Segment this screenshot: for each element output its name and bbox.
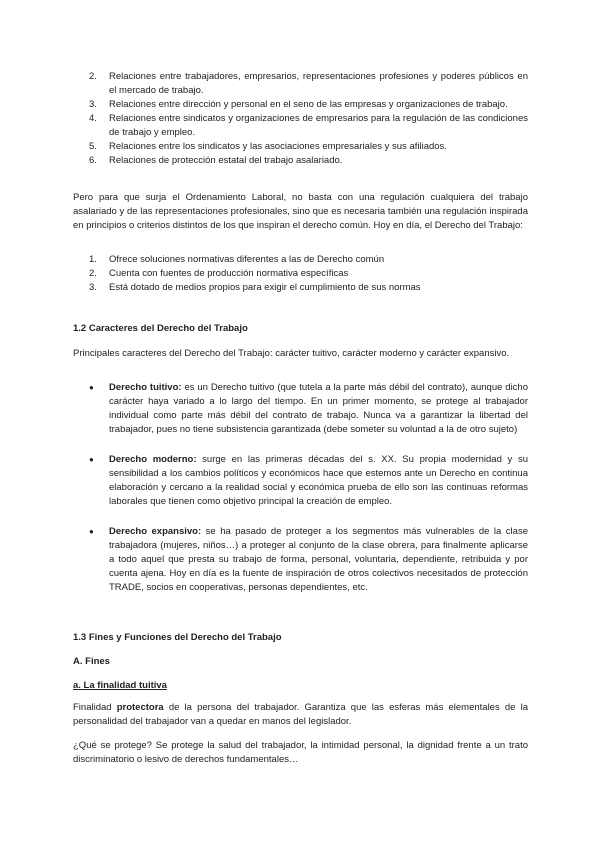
features-list [73,253,528,295]
term: Derecho tuitivo: [109,382,182,393]
relations-list [73,70,528,168]
section-heading-1-3: 1.3 Fines y Funciones del Derecho del Trabajo [73,632,282,643]
bullet-icon: ● [89,383,94,392]
finalidad-paragraph: Finalidad protectora de la persona del trabajador. Garantiza que las esferas más elementales de la personalidad del trabajador van a quedar en manos del legislador. [73,702,528,727]
list-item: 6. Relaciones de protección estatal del trabajo asalariado. [89,155,343,166]
subheading-fines: A. Fines [73,656,110,667]
list-item: 2. Cuenta con fuentes de producción normativa específicas [89,268,349,279]
bullet-icon: ● [89,527,94,536]
characteristics-list [73,381,528,595]
section-heading-1-2: 1.2 Caracteres del Derecho del Trabajo [73,323,248,334]
list-item: 1. Ofrece soluciones normativas diferentes a las de Derecho común [89,254,385,265]
list-item: 3. Está dotado de medios propios para exigir el cumplimiento de sus normas [89,282,421,293]
list-item: ● Derecho expansivo: se ha pasado de proteger a los segmentos más vulnerables de la clase trabajadora (mujeres, niños…) a proteger al conjunto de la clase obrera, para finalmente aplicarse a todo aquel que presta su trabajo de forma, personal, voluntaria, dependiente, retribuida y por cuenta ajena. Hoy en día es la fuente de inspiración de otros colectivos necesitados de protección TRADE, socios en cooperativas, personas dependientes, etc. [89,526,528,593]
list-item: 2. Relaciones entre trabajadores, empresarios, representaciones profesiones y poderes públicos en el mercado de trabajo. [89,71,528,96]
list-item: 3. Relaciones entre dirección y personal en el seno de las empresas y organizaciones de trabajo. [89,99,508,110]
subsubheading-finalidad: a. La finalidad tuitiva [73,680,167,691]
protection-paragraph: ¿Qué se protege? Se protege la salud del trabajador, la intimidad personal, la dignidad frente a un trato discriminatorio o lesivo de derechos fundamentales… [73,740,528,765]
bullet-icon: ● [89,455,94,464]
list-item: 5. Relaciones entre los sindicatos y las asociaciones empresariales y sus afiliados. [89,141,447,152]
list-item: ● Derecho moderno: surge en las primeras décadas del s. XX. Su propia modernidad y su sensibilidad a los cambios políticos y económicos hace que estemos ante un Derecho en continua elaboración y cercano a la realidad social y económica prueba de ello son las continuas reformas laborales que tienen como objetivo principal la creación de empleo. [89,454,528,507]
term: Derecho expansivo: [109,526,202,537]
list-item: 4. Relaciones entre sindicatos y organizaciones de empresarios para la regulación de las condiciones de trabajo y empleo. [89,113,528,138]
term: Derecho moderno: [109,454,197,465]
intro-paragraph: Pero para que surja el Ordenamiento Laboral, no basta con una regulación cualquiera del trabajo asalariado y de las representaciones profesionales, sino que es necesaria también una regulación inspirada en principios o criterios distintos de los que inspiran el derecho común. Hoy en día, el Derecho del Trabajo: [73,192,528,231]
section-1-2-intro: Principales caracteres del Derecho del Trabajo: carácter tuitivo, carácter moderno y carácter expansivo. [73,348,510,359]
list-item: ● Derecho tuitivo: es un Derecho tuitivo (que tutela a la parte más débil del contrato), aunque dicho carácter haya variado a lo largo del tiempo. En un primer momento, se protege al trabajador individual como parte más débil del contrato de trabajo. Nunca va a garantizar la libertad del trabajador, pues no tiene subsistencia garantizada (debe someter su voluntad a la de otro sujeto) [89,382,528,435]
